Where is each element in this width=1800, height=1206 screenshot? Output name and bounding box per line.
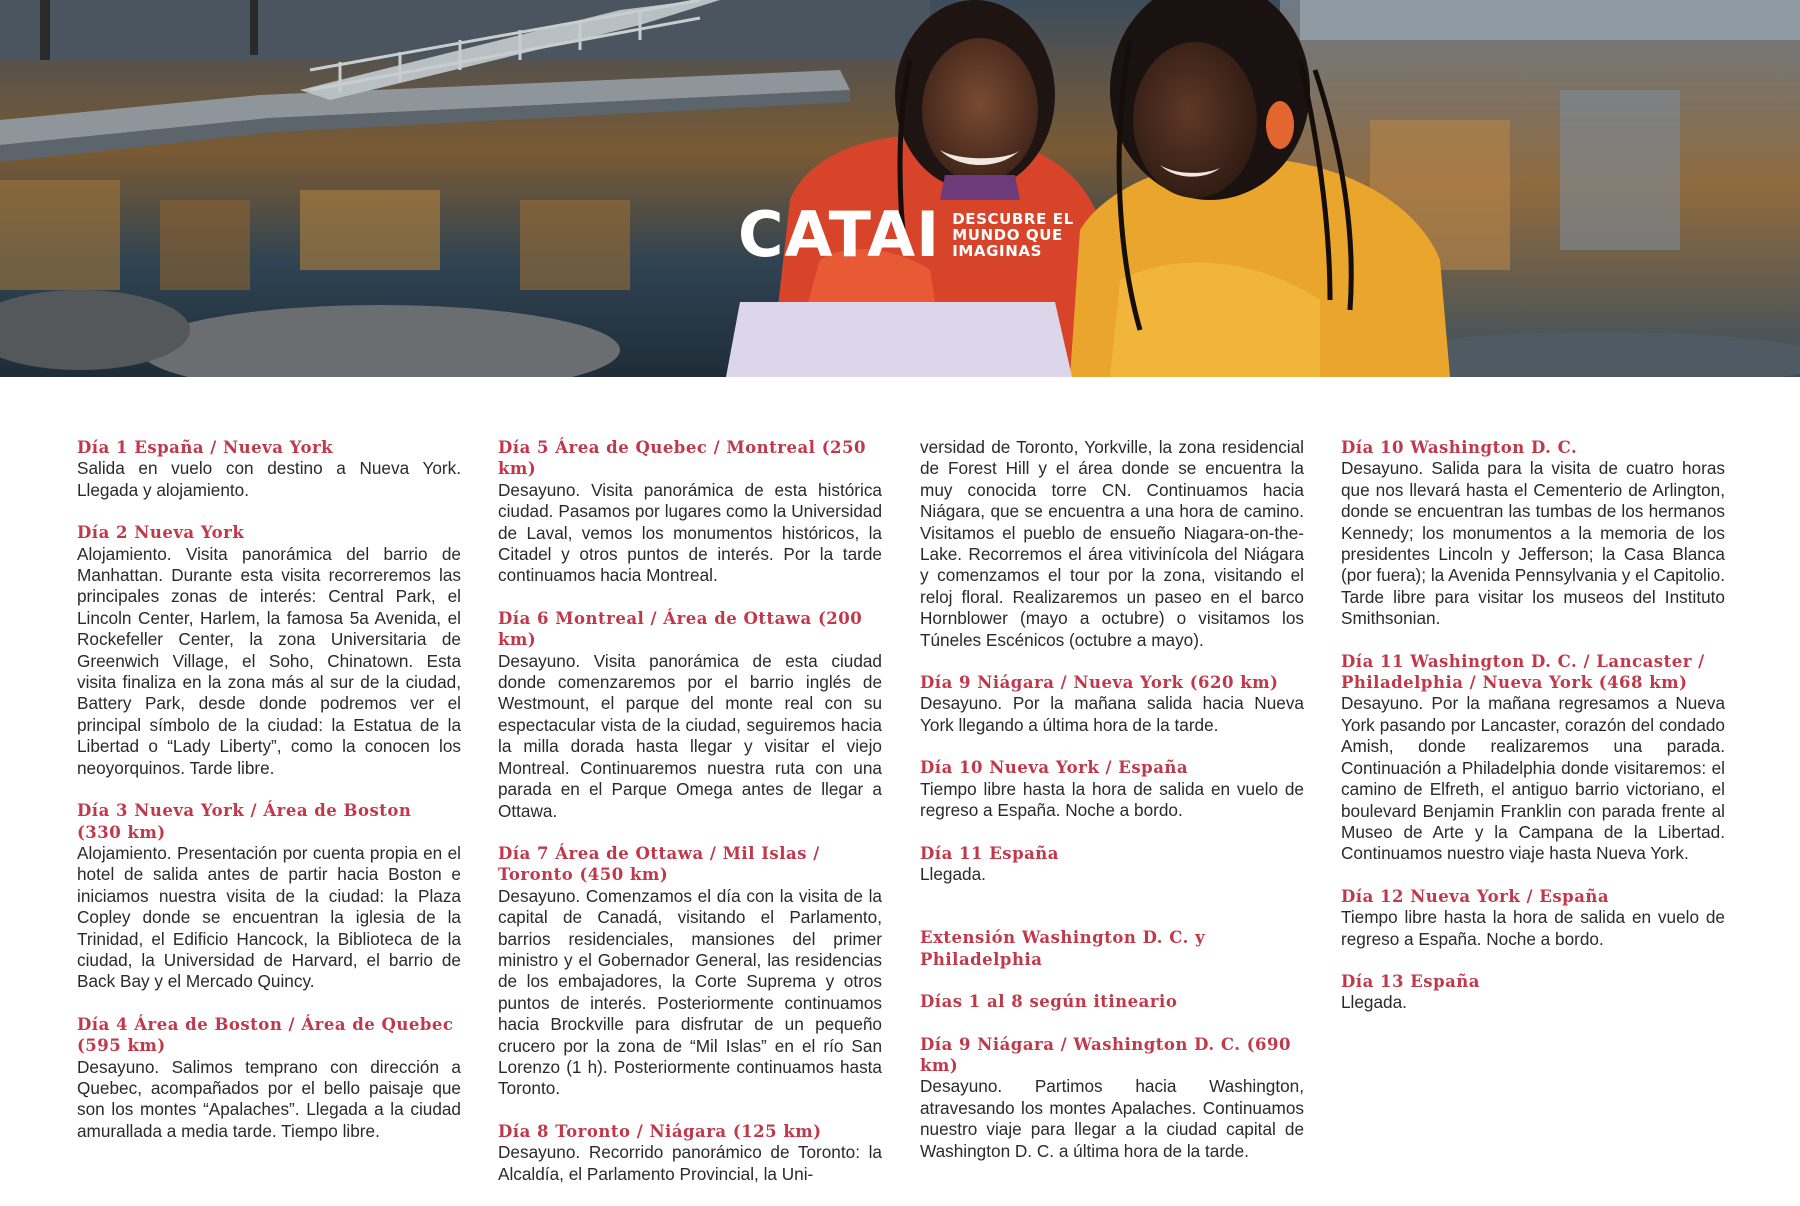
day-block bbox=[77, 522, 461, 779]
day-block bbox=[77, 1014, 461, 1142]
extension-block bbox=[920, 927, 1304, 970]
day-block bbox=[77, 800, 461, 993]
day-description: versidad de Toronto, Yorkville, la zona residencial de Forest Hill y el área donde se encuentra la muy conocida torre CN. Continuamos hacia Niágara, que se encuentra a una hora de camino. Visitamos el pueblo de ensueño Niagara-on-the-Lake. Recorremos el área vitivinícola del Niágara y comenzamos el tour por la zona, visitando el reloj floral. Realizaremos un paseo en el barco Hornblower (mayo a octubre) o visitamos los Túneles Escénicos (octubre a mayo). bbox=[920, 437, 1304, 650]
day-description: Desayuno. Salimos temprano con dirección a Quebec, acompañados por el bello paisaje que son los montes “Apalaches”. Llegada a la ciudad amurallada a media tarde. Tiempo libre. bbox=[77, 1056, 461, 1141]
day-block bbox=[920, 437, 1304, 651]
day-description: Salida en vuelo con destino a Nueva York. Llegada y alojamiento. bbox=[77, 458, 461, 500]
day-title: Día 13 España bbox=[1341, 971, 1480, 991]
day-description: Desayuno. Por la mañana salida hacia Nueva York llegando a última hora de la tarde. bbox=[920, 693, 1304, 735]
day-title: Día 2 Nueva York bbox=[77, 523, 245, 543]
day-block bbox=[1341, 971, 1725, 1014]
day-title: Día 11 España bbox=[920, 843, 1059, 863]
day-description: Desayuno. Por la mañana regresamos a Nueva York pasando por Lancaster, corazón del condado Amish, donde realizaremos una parada. Continuación a Philadelphia donde visitaremos: el camino de Elfreth, el antiguo barrio victoriano, el boulevard Benjamin Franklin con parada frente al Museo de Arte y la Campana de la Libertad. Continuamos nuestro viaje hasta Nueva York. bbox=[1341, 693, 1725, 864]
day-block bbox=[498, 843, 882, 1100]
catai-logo bbox=[738, 200, 1074, 270]
tagline-line: MUNDO QUE bbox=[952, 226, 1063, 244]
day-title: Día 12 Nueva York / España bbox=[1341, 886, 1610, 906]
day-title: Día 1 España / Nueva York bbox=[77, 438, 334, 457]
day-block bbox=[920, 991, 1304, 1012]
tagline-line: DESCUBRE EL bbox=[952, 210, 1074, 228]
day-description: Desayuno. Visita panorámica de esta ciudad donde comenzaremos por el barrio inglés de Westmount, el parque del monte real con su espectacular vista de la ciudad, seguiremos hacia la milla dorada hasta llegar y visitar el viejo Montreal. Continuaremos nuestra ruta con una parada en el Parque Omega antes de llegar a Ottawa. bbox=[498, 650, 882, 821]
day-title: Día 10 Washington D. C. bbox=[1341, 438, 1578, 457]
day-description: Alojamiento. Presentación por cuenta propia en el hotel de salida antes de partir hacia Boston e iniciamos nuestra visita de la ciudad: la Plaza Copley donde se encuentran la iglesia de la Trinidad, el Edificio Hancock, la Biblioteca de la ciudad, la Universidad de Harvard, el barrio de Back Bay y el Mercado Quincy. bbox=[77, 842, 461, 992]
day-block bbox=[498, 608, 882, 822]
logo-wordmark: CATAI bbox=[738, 198, 941, 271]
logo-tagline bbox=[952, 211, 1074, 259]
day-block bbox=[77, 437, 461, 501]
day-title: Día 3 Nueva York / Área de Boston (330 km) bbox=[77, 801, 412, 842]
day-description: Desayuno. Comenzamos el día con la visita de la capital de Canadá, visitando el Parlamento, barrios residenciales, mansiones del primer ministro y el Gobernador General, las residencias de los embajadores, la Corte Suprema y otros puntos de interés. Posteriormente continuamos hacia Brockville para disfrutar de un pequeño crucero por la zona de “Mil Islas” en el río San Lorenzo (1 h). Posteriormente continuamos hasta Toronto. bbox=[498, 885, 882, 1099]
day-description: Desayuno. Salida para la visita de cuatro horas que nos llevará hasta el Cementerio de Arlington, donde se encuentran las tumbas de los hermanos Kennedy; los monumentos a la memoria de los presidentes Lincoln y Jefferson; la Casa Blanca (por fuera); la Avenida Pennsylvania y el Capitolio. Tarde libre para visitar los museos del Instituto Smithsonian. bbox=[1341, 458, 1725, 629]
day-block bbox=[920, 757, 1304, 821]
day-description: Desayuno. Partimos hacia Washington, atravesando los montes Apalaches. Continuamos nuestro viaje para llegar a la ciudad capital de Washington D. C. a última hora de la tarde. bbox=[920, 1076, 1304, 1161]
day-title: Día 5 Área de Quebec / Montreal (250 km) bbox=[498, 438, 866, 479]
itinerary-column-2 bbox=[498, 437, 882, 1206]
hero-illustration bbox=[0, 0, 1800, 377]
day-block bbox=[1341, 437, 1725, 630]
day-title: Día 8 Toronto / Niágara (125 km) bbox=[498, 1121, 822, 1141]
day-title: Día 4 Área de Boston / Área de Quebec (595 km) bbox=[77, 1014, 454, 1056]
day-block bbox=[1341, 651, 1725, 865]
day-title: Día 9 Niágara / Nueva York (620 km) bbox=[920, 673, 1279, 693]
day-title: Días 1 al 8 según itineario bbox=[920, 992, 1178, 1012]
itinerary-column-1 bbox=[77, 437, 461, 1163]
tagline-line: IMAGINAS bbox=[952, 242, 1042, 260]
day-block bbox=[498, 1121, 882, 1185]
day-block bbox=[498, 437, 882, 587]
day-title: Día 9 Niágara / Washington D. C. (690 km) bbox=[920, 1034, 1291, 1075]
day-title: Día 7 Área de Ottawa / Mil Islas / Toronto (450 km) bbox=[498, 843, 820, 885]
day-description: Desayuno. Recorrido panorámico de Toronto: la Alcaldía, el Parlamento Provincial, la Uni- bbox=[498, 1142, 882, 1184]
day-description: Tiempo libre hasta la hora de salida en vuelo de regreso a España. Noche a bordo. bbox=[920, 778, 1304, 821]
day-block bbox=[920, 672, 1304, 736]
hero-photo bbox=[0, 0, 1800, 377]
itinerary-column-4 bbox=[1341, 437, 1725, 1035]
day-description: Llegada. bbox=[920, 863, 986, 884]
day-title: Día 11 Washington D. C. / Lancaster / Philadelphia / Nueva York (468 km) bbox=[1341, 651, 1705, 693]
day-title: Día 10 Nueva York / España bbox=[920, 758, 1189, 778]
day-description: Alojamiento. Visita panorámica del barrio de Manhattan. Durante esta visita recorreremos las principales zonas de interés: Central Park, el Lincoln Center, Harlem, la famosa 5a Avenida, el Rockefeller Center, la zona Universitaria de Greenwich Village, el Soho, Chinatown. Esta visita finaliza en la zona más al sur de la ciudad, Battery Park, desde donde podremos ver el principal símbolo de la ciudad: la Estatua de la Libertad o “Lady Liberty”, como la conocen los neoyorquinos. Tarde libre. bbox=[77, 543, 461, 778]
day-title: Día 6 Montreal / Área de Ottawa (200 km) bbox=[498, 608, 863, 650]
day-description: Llegada. bbox=[1341, 992, 1407, 1013]
day-description: Desayuno. Visita panorámica de esta histórica ciudad. Pasamos por lugares como la Universidad de Laval, vemos los monumentos históricos, la Citadel y otros puntos de interés. Por la tarde continuamos hacia Montreal. bbox=[498, 479, 882, 586]
itinerary-column-3 bbox=[920, 437, 1304, 1183]
day-description: Tiempo libre hasta la hora de salida en vuelo de regreso a España. Noche a bordo. bbox=[1341, 907, 1725, 949]
day-block bbox=[920, 1034, 1304, 1162]
day-block bbox=[1341, 886, 1725, 950]
day-block bbox=[920, 843, 1304, 886]
extension-title: Extensión Washington D. C. y Philadelphia bbox=[920, 928, 1206, 969]
